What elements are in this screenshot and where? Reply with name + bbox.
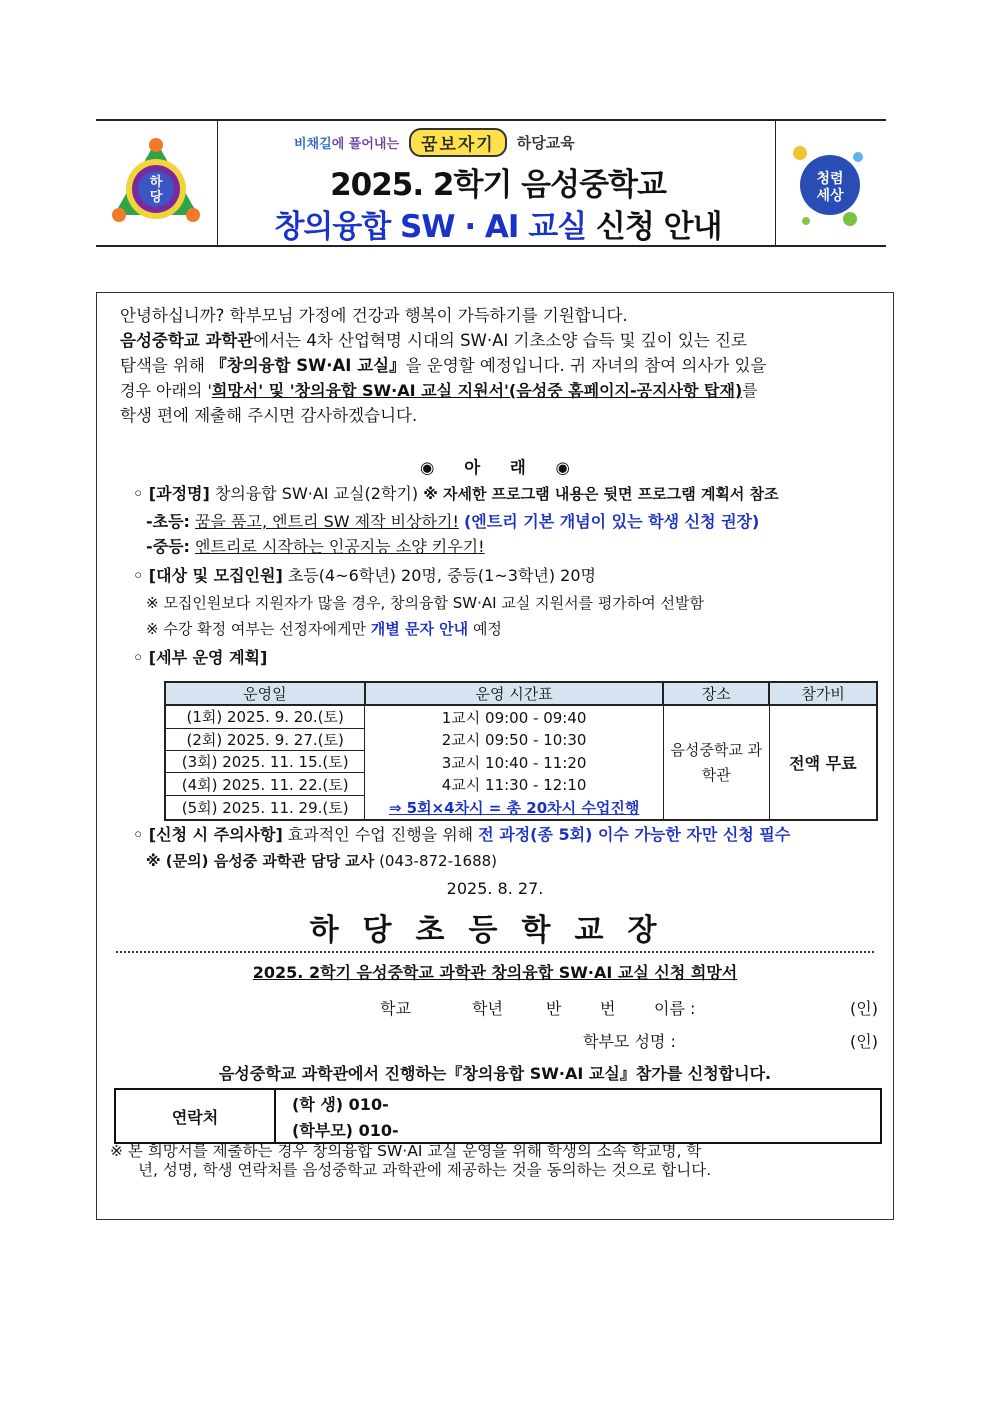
svg-text:당: 당 xyxy=(149,190,163,205)
schedule-date: (3회) 2025. 11. 15.(토) xyxy=(165,750,365,772)
schedule-time-slot: 2교시 09:50 - 10:30 xyxy=(441,731,587,750)
form-student-seal: (인) xyxy=(850,999,878,1018)
intro-line-1: 안녕하십니까? 학부모님 가정에 건강과 행복이 가득하기를 기원합니다. xyxy=(120,306,628,325)
form-name-label: 이름 : xyxy=(654,999,696,1018)
course-line: ◦ [과정명] 창의융합 SW·AI 교실(2학기) ※ 자세한 프로그램 내용은 뒷면 프로그램 계획서 참조 xyxy=(133,484,779,503)
intro-line-4: 경우 아래의 '희망서' 및 '창의융합 SW·AI 교실 지원서'(음성중 홈페이지-공지사항 탑재)를 xyxy=(120,381,758,400)
schedule-summary: ⇒ 5회×4차시 = 총 20차시 수업진행 xyxy=(388,798,640,817)
inquiry-line: ※ (문의) 음성중 과학관 담당 교사 (043-872-1688) xyxy=(146,852,498,870)
contact-parent-field[interactable]: (학부모) 010- xyxy=(275,1116,881,1143)
target-line: ◦ [대상 및 모집인원] 초등(4~6학년) 20명, 중등(1~3학년) 20명 xyxy=(133,566,596,585)
integrity-logo-icon xyxy=(788,139,868,231)
schedule-header-date: 운영일 xyxy=(165,682,365,705)
title-line-2: 창의융합 SW · AI 교실 신청 안내 xyxy=(274,209,722,245)
header xyxy=(96,119,886,247)
schedule-date: (4회) 2025. 11. 22.(토) xyxy=(165,773,365,795)
form-parent-seal: (인) xyxy=(850,1032,878,1051)
schedule-time-slot: 3교시 10:40 - 11:20 xyxy=(441,753,587,772)
form-grade-label: 학년 xyxy=(472,999,503,1018)
issue-date: 2025. 8. 27. xyxy=(446,879,544,898)
notice-heading: ◉ 아 래 ◉ xyxy=(420,458,570,477)
schedule-place: 음성중학교 과학관 xyxy=(663,705,769,820)
caution-line: ◦ [신청 시 주의사항] 효과적인 수업 진행을 위해 전 과정(종 5회) 이수 가능한 자만 신청 필수 xyxy=(133,825,791,844)
course-middle: -중등: 엔트리로 시작하는 인공지능 소양 키우기! xyxy=(146,537,485,556)
target-note-1: ※ 모집인원보다 지원자가 많을 경우, 창의융합 SW·AI 교실 지원서를 평가하여 선발함 xyxy=(146,594,705,612)
slogan-badge: 꿈보자기 xyxy=(409,128,507,157)
schedule-header-fee: 참가비 xyxy=(769,682,877,705)
form-number-label: 번 xyxy=(600,999,616,1018)
form-school-label: 학교 xyxy=(380,999,411,1018)
form-class-label: 반 xyxy=(546,999,562,1018)
consent-line-1: ※ 본 희망서를 제출하는 경우 창의융합 SW·AI 교실 운영을 위해 학생의 소속 학교명, 학 xyxy=(110,1142,702,1160)
consent-line-2: 년, 성명, 학생 연락처를 음성중학교 과학관에 제공하는 것을 동의하는 것으로 합니다. xyxy=(138,1161,712,1179)
plan-label: ◦ [세부 운영 계획] xyxy=(133,648,268,667)
form-title: 2025. 2학기 음성중학교 과학관 창의융합 SW·AI 교실 신청 희망서 xyxy=(252,963,738,982)
contact-student-field[interactable]: (학 생) 010- xyxy=(275,1089,881,1116)
contact-table xyxy=(114,1088,882,1144)
title-line-1: 2025. 2학기 음성중학교 xyxy=(330,167,666,203)
cut-line xyxy=(116,951,874,953)
slogan-text: 비채길에 풀어내는 xyxy=(294,136,400,152)
target-note-2: ※ 수강 확정 여부는 선정자에게만 개별 문자 안내 예정 xyxy=(146,620,502,638)
school-emblem-icon xyxy=(110,135,202,231)
schedule-times xyxy=(365,705,663,820)
intro-line-5: 학생 편에 제출해 주시면 감사하겠습니다. xyxy=(120,406,418,425)
slogan xyxy=(294,129,575,155)
form-statement: 음성중학교 과학관에서 진행하는『창의융합 SW·AI 교실』참가를 신청합니다. xyxy=(218,1064,772,1083)
schedule-date: (2회) 2025. 9. 27.(토) xyxy=(165,728,365,750)
slogan-org: 하당교육 xyxy=(516,133,575,152)
svg-text:하: 하 xyxy=(149,175,163,190)
schedule-header-place: 장소 xyxy=(663,682,769,705)
schedule-time-slot: 4교시 11:30 - 12:10 xyxy=(441,776,587,795)
schedule-table xyxy=(164,681,878,821)
svg-text:세상: 세상 xyxy=(816,188,844,204)
schedule-date: (1회) 2025. 9. 20.(토) xyxy=(165,705,365,728)
svg-text:청렴: 청렴 xyxy=(816,171,844,187)
intro-line-2: 음성중학교 과학관에서는 4차 산업혁명 시대의 SW·AI 기초소양 습득 및 깊이 있는 진로 xyxy=(120,331,747,350)
principal-signature: 하당초등학교장 xyxy=(309,913,681,948)
form-parent-label: 학부모 성명 : xyxy=(583,1032,676,1051)
course-elementary: -초등: 꿈을 품고, 엔트리 SW 제작 비상하기! (엔트리 기본 개념이 있는 학생 신청 권장) xyxy=(146,512,760,531)
contact-label: 연락처 xyxy=(115,1089,275,1143)
schedule-date: (5회) 2025. 11. 29.(토) xyxy=(165,795,365,820)
schedule-time-slot: 1교시 09:00 - 09:40 xyxy=(441,709,587,727)
schedule-header-time: 운영 시간표 xyxy=(365,682,663,705)
schedule-fee: 전액 무료 xyxy=(769,705,877,820)
intro-line-3: 탐색을 위해 『창의융합 SW·AI 교실』을 운영할 예정입니다. 귀 자녀의 참여 의사가 있을 xyxy=(120,356,767,375)
